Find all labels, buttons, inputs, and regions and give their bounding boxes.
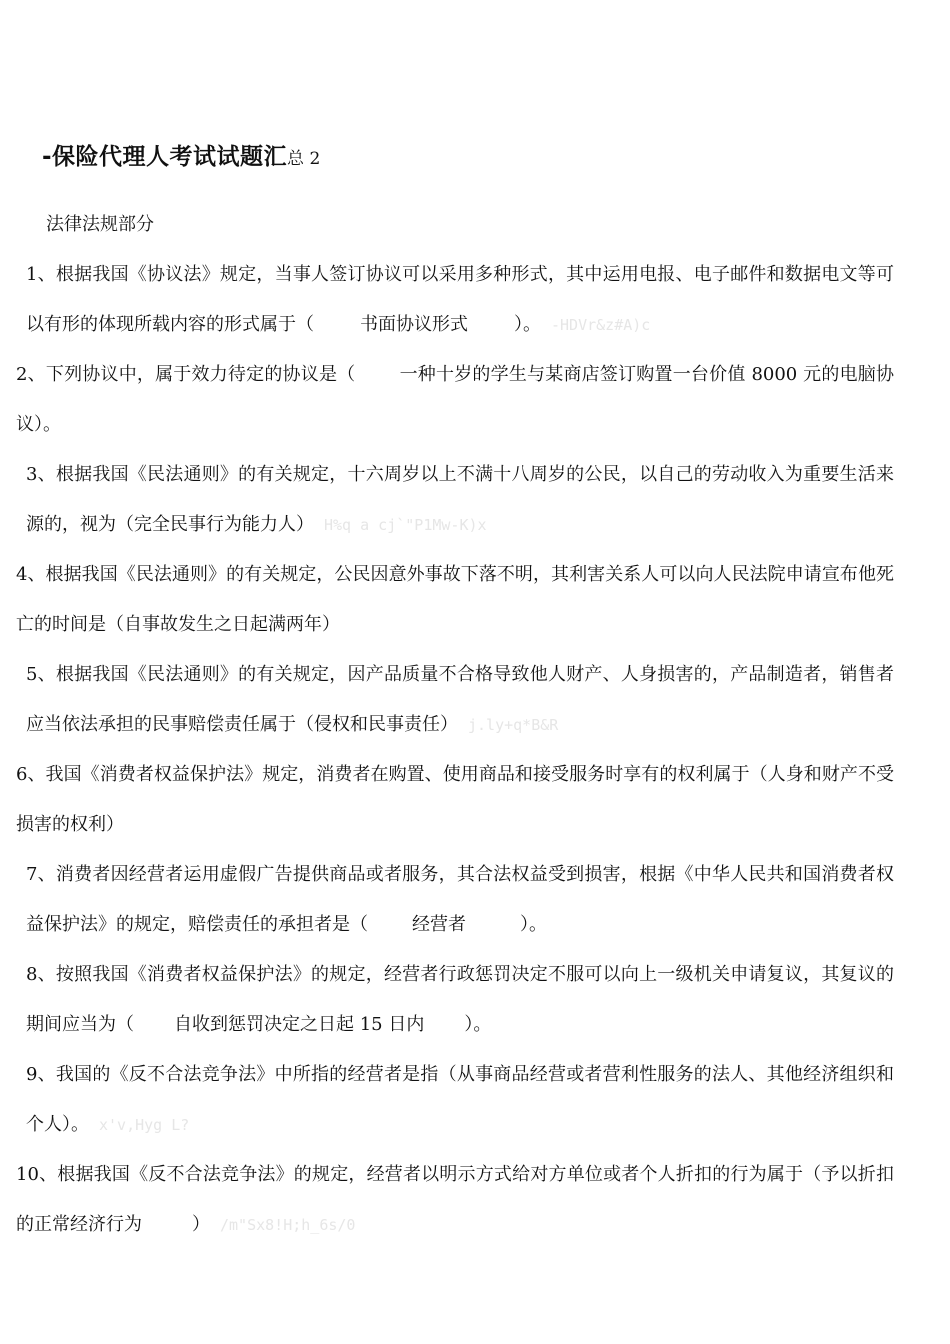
answer: 经营者 — [412, 914, 466, 935]
answer: 书面协议形式 — [360, 314, 468, 335]
question-5: 5、根据我国《民法通则》的有关规定，因产品质量不合格导致他人财产、人身损害的，产品制造者，销售者应当依法承担的民事赔偿责任属于（侵权和民事责任） j.ly+q*B&R — [26, 664, 894, 735]
watermark-noise: H%q a cj`"P1Mw-K)x — [324, 516, 487, 534]
question-4: 4、根据我国《民法通则》的有关规定，公民因意外事故下落不明，其利害关系人可以向人民法院申请宣布他死亡的时间是（自事故发生之日起满两年） — [16, 564, 894, 635]
question-list — [16, 250, 894, 1250]
answer: 自收到惩罚决定之日起 15 日内 — [174, 1014, 425, 1035]
watermark-noise: j.ly+q*B&R — [468, 716, 559, 734]
section-heading: 法律法规部分 — [46, 214, 154, 235]
question-10: 10、根据我国《反不合法竞争法》的规定，经营者以明示方式给对方单位或者个人折扣的行为属于（予以折扣的正常经济行为 ） /m"Sx8!H;h_6s/0 — [16, 1164, 895, 1235]
title-main: -保险代理人考试试题汇 — [42, 144, 288, 170]
question-2: 2、下列协议中，属于效力待定的协议是（ 一种十岁的学生与某商店签订购置一台价值 8000 元的电脑协议）。 — [16, 364, 895, 435]
question-8: 8、按照我国《消费者权益保护法》的规定，经营者行政惩罚决定不服可以向上一级机关申请复议，其复议的期间应当为（ 自收到惩罚决定之日起 15 日内 ）。 — [26, 964, 894, 1035]
answer: 一种十岁的学生与某商店签订购置一台价值 8000 元的电脑协议 — [16, 364, 895, 435]
watermark-noise: x'v,Hyg L? — [99, 1116, 190, 1134]
answer: 从事商品经营或者营利性服务的法人、其他经济组织和个人 — [26, 1064, 895, 1135]
question-7: 7、消费者因经营者运用虚假广告提供商品或者服务，其合法权益受到损害，根据《中华人民共和国消费者权益保护法》的规定，赔偿责任的承担者是（ 经营者 ）。 — [26, 864, 894, 935]
question-9: 9、我国的《反不合法竞争法》中所指的经营者是指（从事商品经营或者营利性服务的法人、其他经济组织和个人）。 x'v,Hyg L? — [26, 1064, 895, 1135]
answer: 完全民事行为能力人 — [134, 514, 296, 535]
answer: 自事故发生之日起满两年 — [124, 614, 322, 635]
question-3: 3、根据我国《民法通则》的有关规定，十六周岁以上不满十八周岁的公民，以自己的劳动收入为重要生活来源的，视为（完全民事行为能力人） H%q a cj`"P1Mw-K)x — [26, 464, 894, 535]
watermark-noise: /m"Sx8!H;h_6s/0 — [220, 1216, 356, 1234]
title-suffix: 总 2 — [287, 149, 321, 169]
answer: 侵权和民事责任 — [314, 714, 440, 735]
question-1: 1、根据我国《协议法》规定，当事人签订协议可以采用多种形式，其中运用电报、电子邮件和数据电文等可以有形的体现所载内容的形式属于（ 书面协议形式 ）。 -HDVr&z#A)c — [26, 264, 894, 335]
answer: 人身和财产不受损害的权利 — [16, 764, 895, 835]
answer: 予以折扣的正常经济行为 — [16, 1164, 895, 1235]
question-6: 6、我国《消费者权益保护法》规定，消费者在购置、使用商品和接受服务时享有的权利属于（人身和财产不受损害的权利） — [16, 764, 895, 835]
watermark-noise: -HDVr&z#A)c — [551, 316, 651, 334]
document-title — [42, 138, 320, 171]
